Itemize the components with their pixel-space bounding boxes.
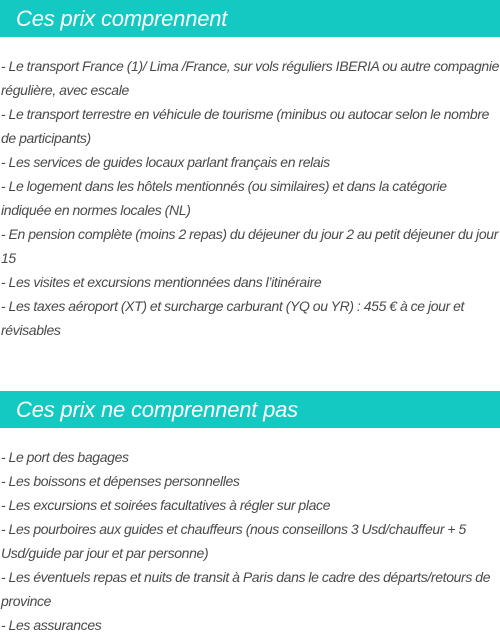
list-item: - Les excursions et soirées facultatives à régler sur place <box>1 497 331 513</box>
excludes-section-header <box>0 391 500 428</box>
list-item: - Le transport terrestre en véhicule de tourisme (minibus ou autocar selon le nombre de participants) <box>1 106 490 146</box>
list-item: - En pension complète (moins 2 repas) du déjeuner du jour 2 au petit déjeuner du jour 15 <box>1 226 498 266</box>
list-item: - Les boissons et dépenses personnelles <box>1 473 240 489</box>
includes-section-title: Ces prix comprennent <box>16 5 228 31</box>
list-item: - Les services de guides locaux parlant français en relais <box>1 154 330 170</box>
list-item: - Le port des bagages <box>1 449 129 465</box>
excludes-list <box>0 445 500 637</box>
list-item: - Les pourboires aux guides et chauffeurs (nous conseillons 3 Usd/chauffeur + 5 Usd/guide par jour et par personne) <box>1 521 466 561</box>
list-item: - Les assurances <box>1 617 102 633</box>
list-item: - Le transport France (1)/ Lima /France, sur vols réguliers IBERIA ou autre compagnie régulière, avec escale <box>1 58 500 98</box>
includes-section-header <box>0 0 500 37</box>
list-item: - Les visites et excursions mentionnées dans l’itinéraire <box>1 274 322 290</box>
list-item: - Les taxes aéroport (XT) et surcharge carburant (YQ ou YR) : 455 € à ce jour et révisables <box>1 298 465 338</box>
includes-list <box>0 54 500 342</box>
list-item: - Les éventuels repas et nuits de transit à Paris dans le cadre des départs/retours de province <box>1 569 491 609</box>
excludes-section-title: Ces prix ne comprennent pas <box>16 396 298 422</box>
list-item: - Le logement dans les hôtels mentionnés (ou similaires) et dans la catégorie indiquée en normes locales (NL) <box>1 178 447 218</box>
